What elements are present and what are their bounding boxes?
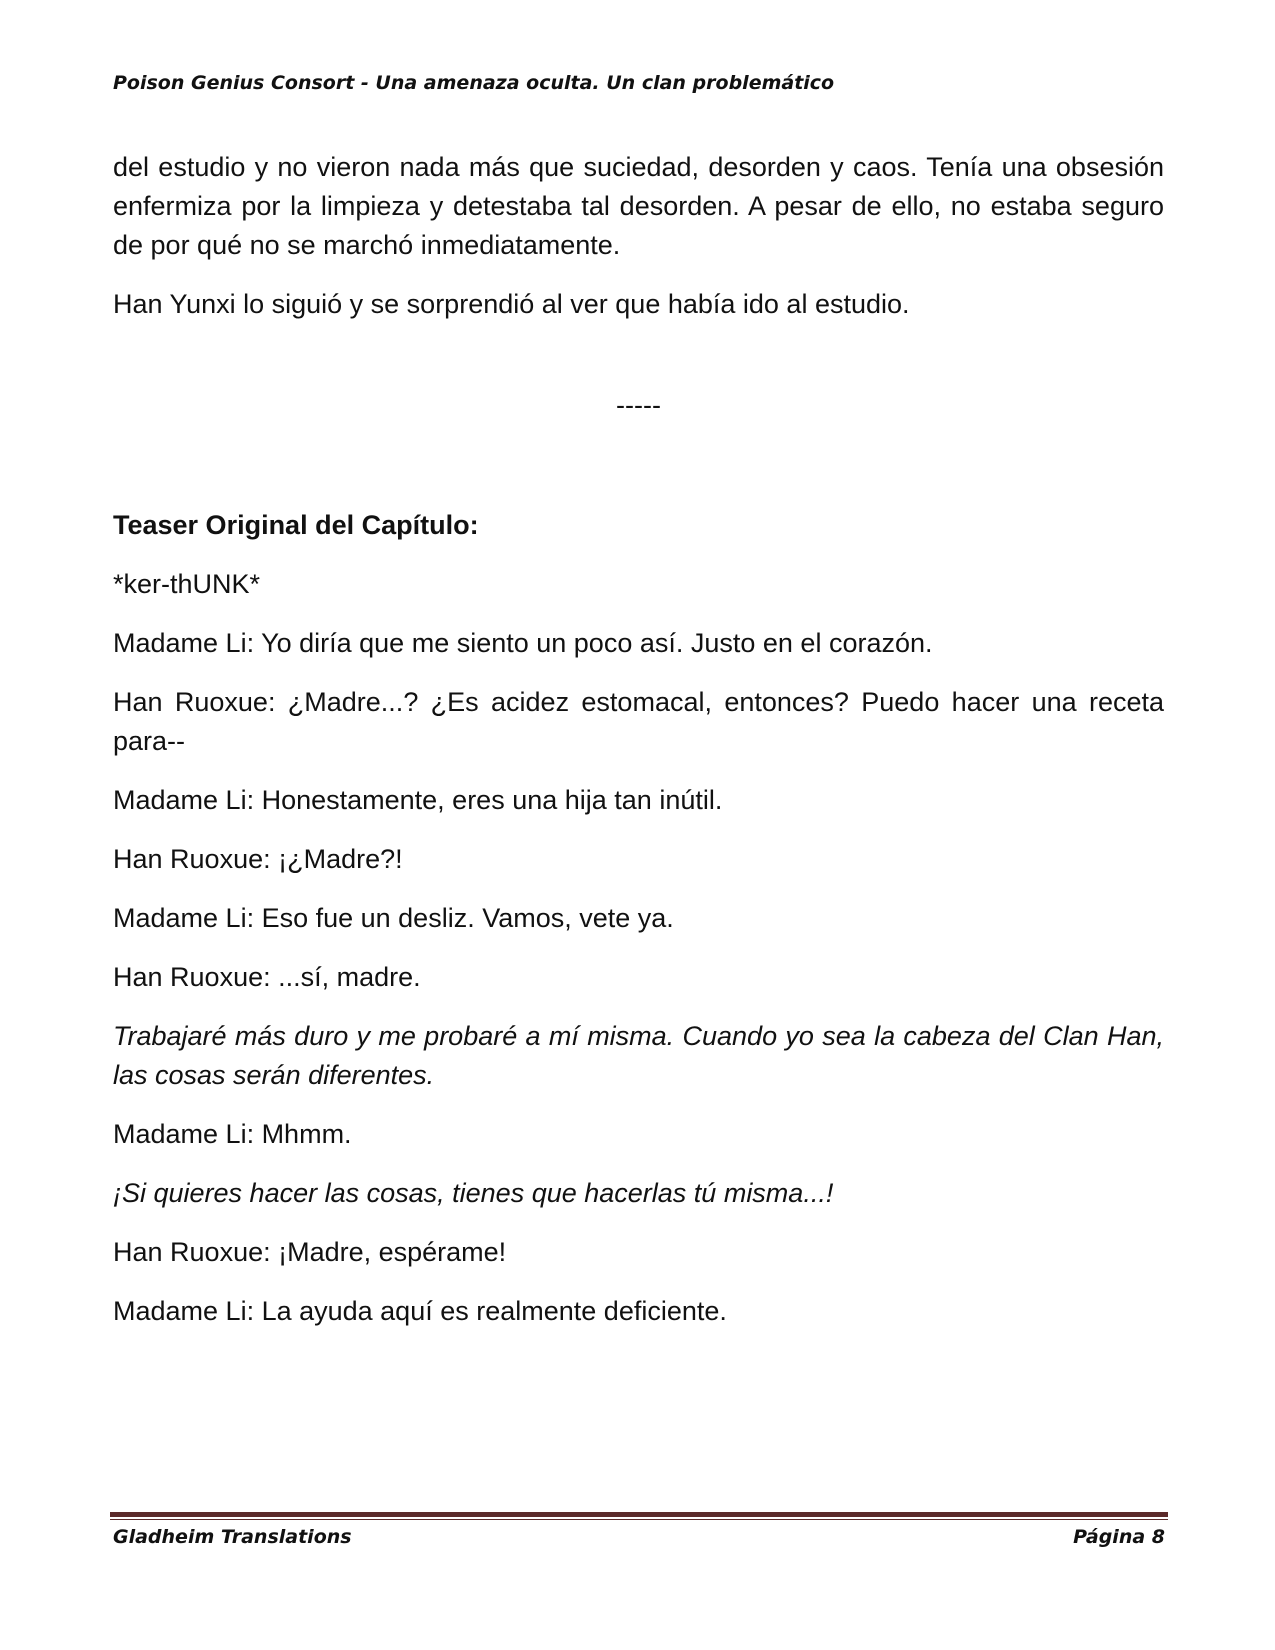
footer-page-number: Página 8	[1073, 1526, 1165, 1548]
page-header-title: Poison Genius Consort - Una amenaza oculta. Un clan problemático	[113, 72, 835, 94]
teaser-thought-line: Trabajaré más duro y me probaré a mí misma. Cuando yo sea la cabeza del Clan Han, las cosas serán diferentes.	[113, 1021, 1164, 1090]
teaser-line: Han Ruoxue: ...sí, madre.	[113, 962, 421, 992]
paragraph: Han Yunxi lo siguió y se sorprendió al ver que había ido al estudio.	[113, 289, 910, 319]
teaser-line: Madame Li: Mhmm.	[113, 1119, 352, 1149]
teaser-line: *ker-thUNK*	[113, 569, 261, 599]
teaser-heading: Teaser Original del Capítulo:	[113, 510, 479, 540]
teaser-thought-line: ¡Si quieres hacer las cosas, tienes que hacerlas tú misma...!	[113, 1178, 834, 1208]
teaser-line: Han Ruoxue: ¿Madre...? ¿Es acidez estomacal, entonces? Puedo hacer una receta para--	[113, 687, 1164, 756]
footer-publisher: Gladheim Translations	[113, 1526, 352, 1548]
teaser-line: Han Ruoxue: ¡Madre, espérame!	[113, 1237, 507, 1267]
footer-divider-thin	[110, 1519, 1168, 1520]
paragraph: del estudio y no vieron nada más que suciedad, desorden y caos. Tenía una obsesión enfermiza por la limpieza y detestaba tal desorden. A pesar de ello, no estaba seguro de por qué no se marchó inmediatamente.	[113, 152, 1164, 260]
document-body	[113, 148, 1164, 1351]
teaser-line: Madame Li: Yo diría que me siento un poco así. Justo en el corazón.	[113, 628, 933, 658]
teaser-line: Madame Li: La ayuda aquí es realmente deficiente.	[113, 1296, 727, 1326]
teaser-line: Madame Li: Eso fue un desliz. Vamos, vete ya.	[113, 903, 674, 933]
section-separator: -----	[616, 390, 661, 420]
teaser-line: Han Ruoxue: ¡¿Madre?!	[113, 844, 403, 874]
teaser-line: Madame Li: Honestamente, eres una hija tan inútil.	[113, 785, 723, 815]
footer-divider	[110, 1512, 1168, 1517]
